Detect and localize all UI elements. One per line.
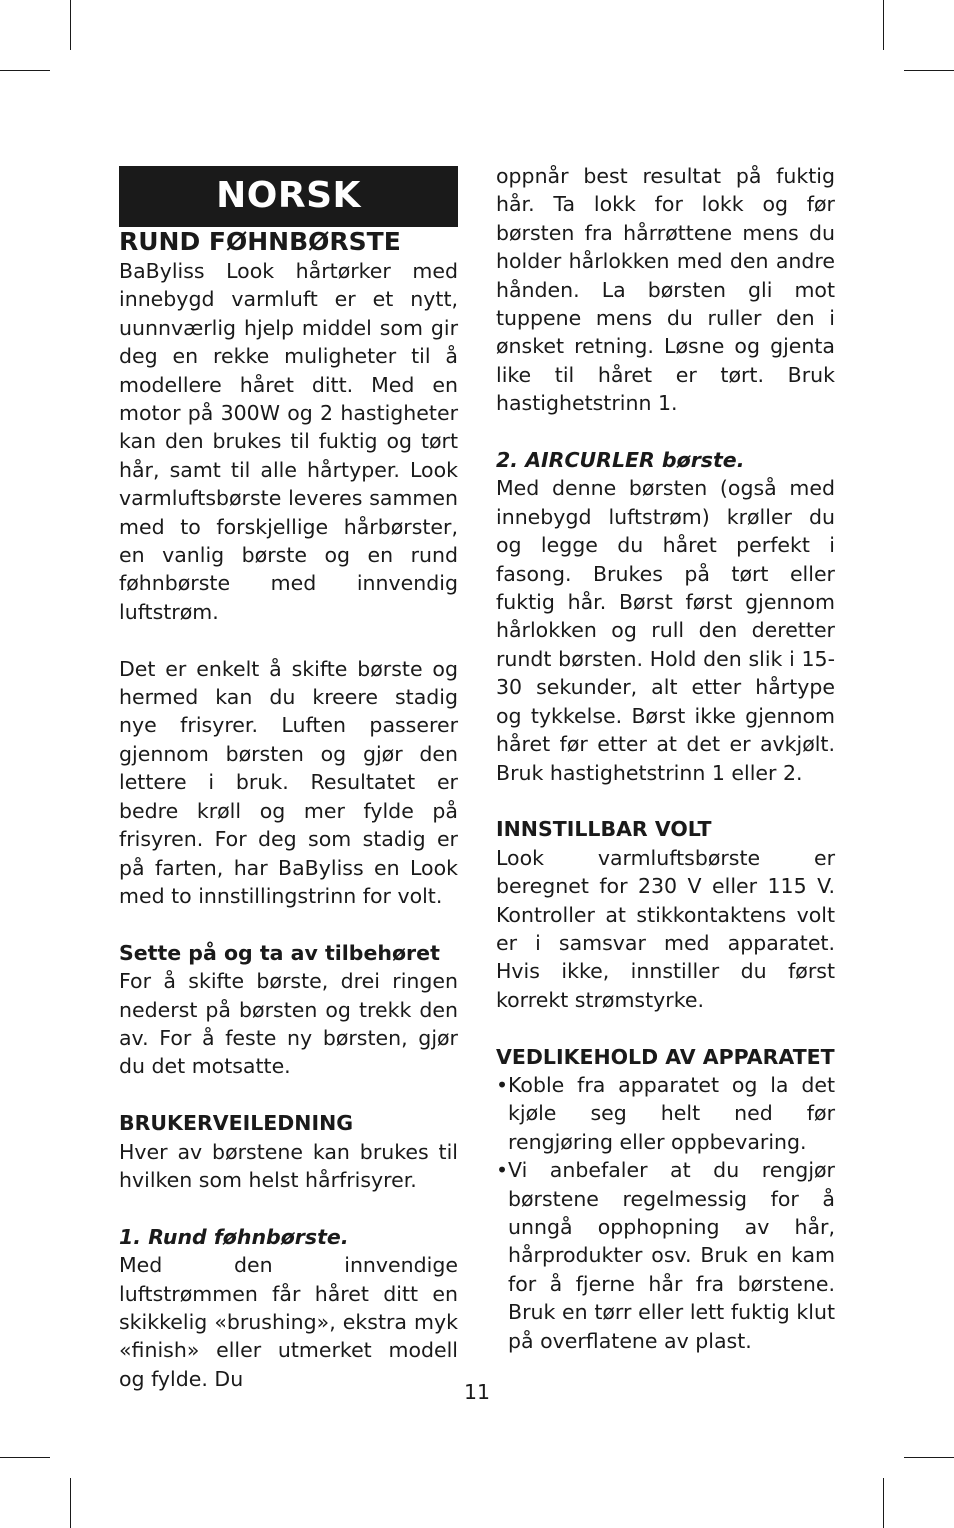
crop-mark — [70, 0, 71, 50]
intro-paragraph-2: Det er enkelt å skifte børste og hermed kan du kreere stadig nye frisyrer. Luften passerer gjennom børsten og gjør den lettere i bruk. Resultatet er bedre krøll og mer fylde på frisyren. For deg som stadig er på farten, har BaByliss en Look med to innstillingstrinn for volt. — [119, 656, 458, 908]
crop-mark — [904, 1457, 954, 1458]
page-number: 11 — [463, 1380, 491, 1404]
crop-mark — [0, 70, 50, 71]
round-brush-text: Med den innvendige luftstrømmen får håret ditt en skikkelig «brushing», ekstra myk «finish» eller utmerket modell og fylde. Du — [119, 1253, 458, 1391]
list-item: • Koble fra apparatet og la det kjøle seg helt ned før rengjøring eller oppbevaring. — [496, 1072, 835, 1154]
intro-paragraph: BaByliss Look hårtørker med innebygd varmluft er et nytt, uunnværlig hjelp middel som gir deg en rekke muligheter til å modellere håret ditt. Med en motor på 300W og 2 hastigheter kan den brukes til fuktig og tørt hår, samt til alle hårtyper. Look varmluftsbørste leveres sammen med to forskjellige hårbørster, en vanlig børste og en rund føhnbørste med innvendig luftstrøm. — [119, 259, 458, 624]
crop-mark — [904, 70, 954, 71]
maintenance-heading: VEDLIKEHOLD AV APPARATET — [496, 1044, 835, 1069]
volt-heading: INNSTILLBAR VOLT — [496, 817, 712, 842]
crop-mark — [883, 0, 884, 50]
attach-text: For å skifte børste, drei ringen nederst på børsten og trekk den av. For å feste ny børsten, gjør du det motsatte. — [119, 969, 458, 1079]
maintenance-list — [496, 1071, 835, 1355]
page-title: RUND FØHNBØRSTE — [119, 227, 401, 256]
volt-text: Look varmluftsbørste er beregnet for 230 V eller 115 V. Kontroller at stikkontaktens volt er i samsvar med apparatet. Hvis ikke, innstiller du først korrekt strømstyrke. — [496, 845, 835, 1012]
crop-mark — [70, 1478, 71, 1528]
language-banner: NORSK — [119, 166, 458, 227]
round-brush-heading: 1. Rund føhnbørste. — [119, 1224, 349, 1249]
left-column — [119, 166, 458, 1393]
aircurler-text: Med denne børsten (også med innebygd luftstrøm) krøller du og legge du håret perfekt i fasong. Brukes på tørt eller fuktig hår. Børst først gjennom hårlokken og rull den deretter rundt børsten. Hold den slik i 15-30 sekunder, alt etter hårtype og tykkelse. Børst ikke gjennom håret før etter at det er avkjølt. Bruk hastighetstrinn 1 eller 2. — [496, 476, 835, 785]
list-item: • Vi anbefaler at du rengjør børstene regelmessig for å unngå opphopning av hår, hårprodukter osv. Bruk en kam for å fjerne hår fra børstene. Bruk en tørr eller lett fuktig klut på overflatene av plast. — [496, 1158, 835, 1353]
right-column — [496, 162, 835, 1355]
guide-heading: BRUKERVEILEDNING — [119, 1111, 354, 1136]
crop-mark — [883, 1478, 884, 1528]
crop-mark — [0, 1457, 50, 1458]
round-brush-text-continued: oppnår best resultat på fuktig hår. Ta lokk for lokk og før børsten fra hårrøttene mens du holder hårlokken med den andre hånden. La børsten gli mot tuppene mens du ruller den i ønsket retning. Løsne og gjenta like til håret er tørt. Bruk hastighetstrinn 1. — [496, 164, 835, 416]
guide-text: Hver av børstene kan brukes til hvilken som helst hårfrisyrer. — [119, 1139, 458, 1192]
attach-heading: Sette på og ta av tilbehøret — [119, 940, 440, 965]
aircurler-heading: 2. AIRCURLER børste. — [496, 448, 745, 473]
